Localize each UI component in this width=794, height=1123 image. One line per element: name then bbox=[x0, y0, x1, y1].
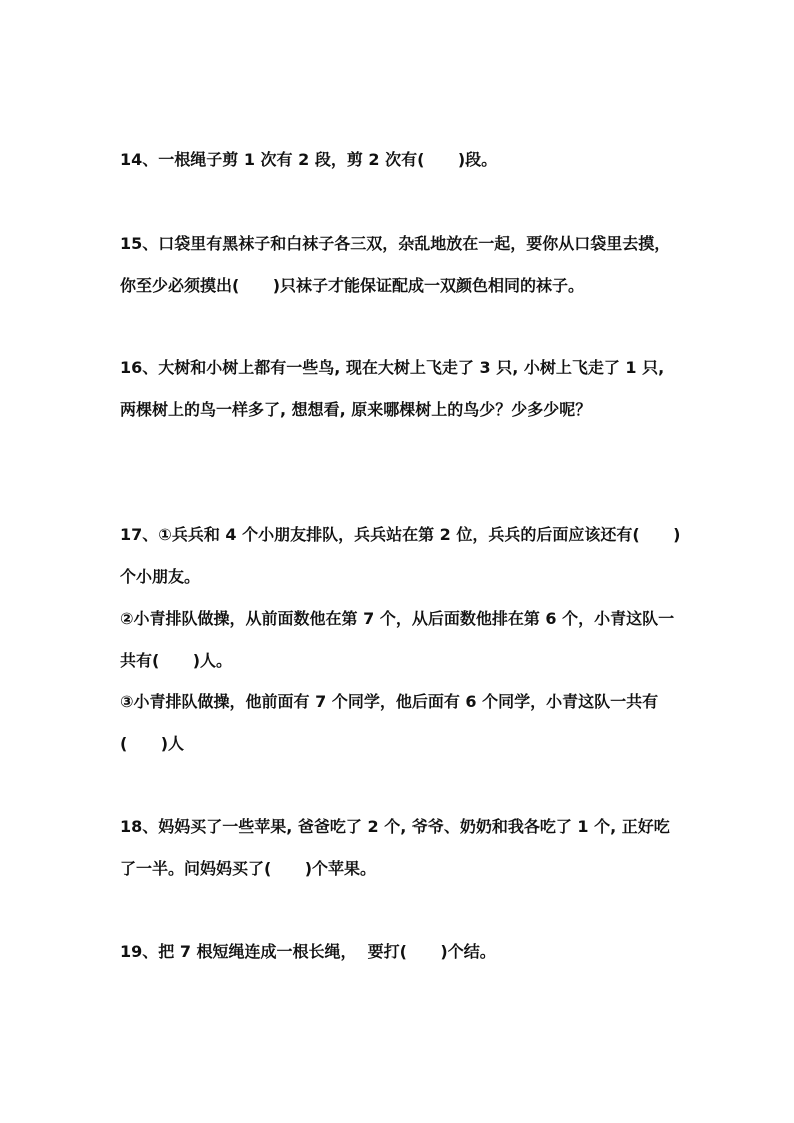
question-18-line-2: 了一半。问妈妈买了( )个苹果。 bbox=[120, 859, 377, 878]
question-17-line-3: ②小青排队做操，从前面数他在第 7 个，从后面数他排在第 6 个，小青这队一 bbox=[120, 609, 675, 628]
question-16-line-2: 两棵树上的鸟一样多了, 想想看, 原来哪棵树上的鸟少？少多少呢？ bbox=[120, 400, 592, 419]
question-17-line-1: 17、①兵兵和 4 个小朋友排队，兵兵站在第 2 位，兵兵的后面应该还有( ) bbox=[120, 525, 681, 544]
question-19-line-1: 19、把 7 根短绳连成一根长绳， 要打( )个结。 bbox=[120, 942, 496, 961]
question-18-line-1: 18、妈妈买了一些苹果, 爸爸吃了 2 个, 爷爷、奶奶和我各吃了 1 个, 正好吃 bbox=[120, 817, 670, 836]
question-17-line-5: ③小青排队做操，他前面有 7 个同学，他后面有 6 个同学，小青这队一共有 bbox=[120, 692, 659, 711]
question-16-line-1: 16、大树和小树上都有一些鸟, 现在大树上飞走了 3 只, 小树上飞走了 1 只, bbox=[120, 358, 665, 377]
question-17-line-6: ( )人 bbox=[120, 734, 185, 753]
question-17-line-2: 个小朋友。 bbox=[120, 567, 201, 586]
question-15-line-2: 你至少必须摸出( )只袜子才能保证配成一双颜色相同的袜子。 bbox=[120, 276, 585, 295]
question-17-line-4: 共有( )人。 bbox=[120, 651, 233, 670]
question-14-line-1: 14、一根绳子剪 1 次有 2 段，剪 2 次有( )段。 bbox=[120, 150, 498, 169]
question-15-line-1: 15、口袋里有黑袜子和白袜子各三双，杂乱地放在一起，要你从口袋里去摸， bbox=[120, 234, 671, 253]
